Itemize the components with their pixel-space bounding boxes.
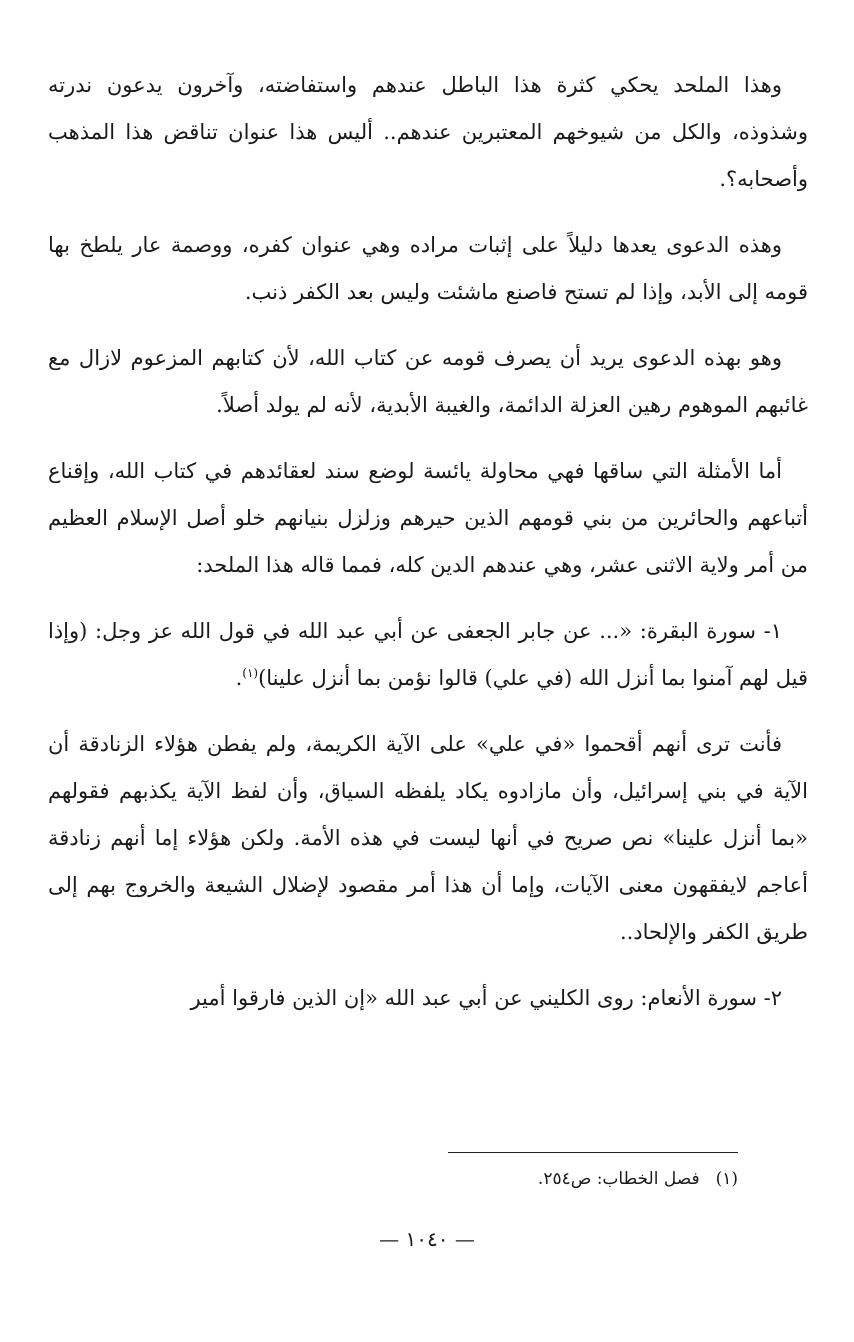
paragraph: وهذا الملحد يحكي كثرة هذا الباطل عندهم واستفاضته، وآخرون يدعون ندرته وشذوذه، والكل من شيوخهم المعتبرين عندهم.. أليس هذا عنوان تناقض هذا المذهب وأصحابه؟.: [48, 73, 808, 191]
numbered-item: [48, 608, 808, 702]
footnote: [300, 1164, 738, 1194]
page-number: — ١٠٤٠ —: [379, 1227, 475, 1251]
paragraph: وهذه الدعوى يعدها دليلاً على إثبات مراده وهي عنوان كفره، ووصمة عار يلطخ بها قومه إلى الأبد، وإذا لم تستح فاصنع ماشئت وليس بعد الكفر ذنب.: [48, 233, 808, 304]
footnote-number: (١): [715, 1169, 738, 1189]
numbered-item-text: ١- سورة البقرة: «... عن جابر الجعفى عن أبي عبد الله في قول الله عز وجل: (وإذا قيل لهم آمنوا بما أنزل الله (في علي) قالوا نؤمن بما أنزل علينا): [48, 619, 808, 690]
paragraph: أما الأمثلة التي ساقها فهي محاولة يائسة لوضع سند لعقائدهم في كتاب الله، وإقناع أتباعهم والحائرين من بني قومهم الذين حيرهم وزلزل بنيانهم خلو أصل الإسلام العظيم من أمر ولاية الاثنى عشر، وهي عندهم الدين كله، فمما قاله هذا الملحد:: [48, 459, 808, 577]
footnote-divider: [448, 1152, 738, 1153]
paragraph: وهو بهذه الدعوى يريد أن يصرف قومه عن كتاب الله، لأن كتابهم المزعوم لازال مع غائبهم الموهوم رهين العزلة الدائمة، والغيبة الأبدية، لأنه لم يولد أصلاً.: [48, 346, 808, 417]
numbered-item: ٢- سورة الأنعام: روى الكليني عن أبي عبد الله «إن الذين فارقوا أمير: [190, 986, 782, 1010]
main-text: [48, 62, 808, 1041]
footnote-reference: (١): [242, 666, 259, 680]
footnote-text: فصل الخطاب: ص٢٥٤.: [537, 1169, 700, 1189]
paragraph: فأنت ترى أنهم أقحموا «في علي» على الآية الكريمة، ولم يفطن هؤلاء الزنادقة أن الآية في بني إسرائيل، وأن مازادوه يكاد يلفظه السياق، وأن لفظ الآية يكذبهم فقولهم «بما أنزل علينا» نص صريح في أنها ليست في هذه الأمة. ولكن هؤلاء إما أنهم زنادقة أعاجم لايفقهون معنى الآيات، وإما أن هذا أمر مقصود لإضلال الشيعة والخروج بهم إلى طريق الكفر والإلحاد..: [48, 732, 808, 944]
footnote-reference-tail: .: [235, 666, 243, 690]
